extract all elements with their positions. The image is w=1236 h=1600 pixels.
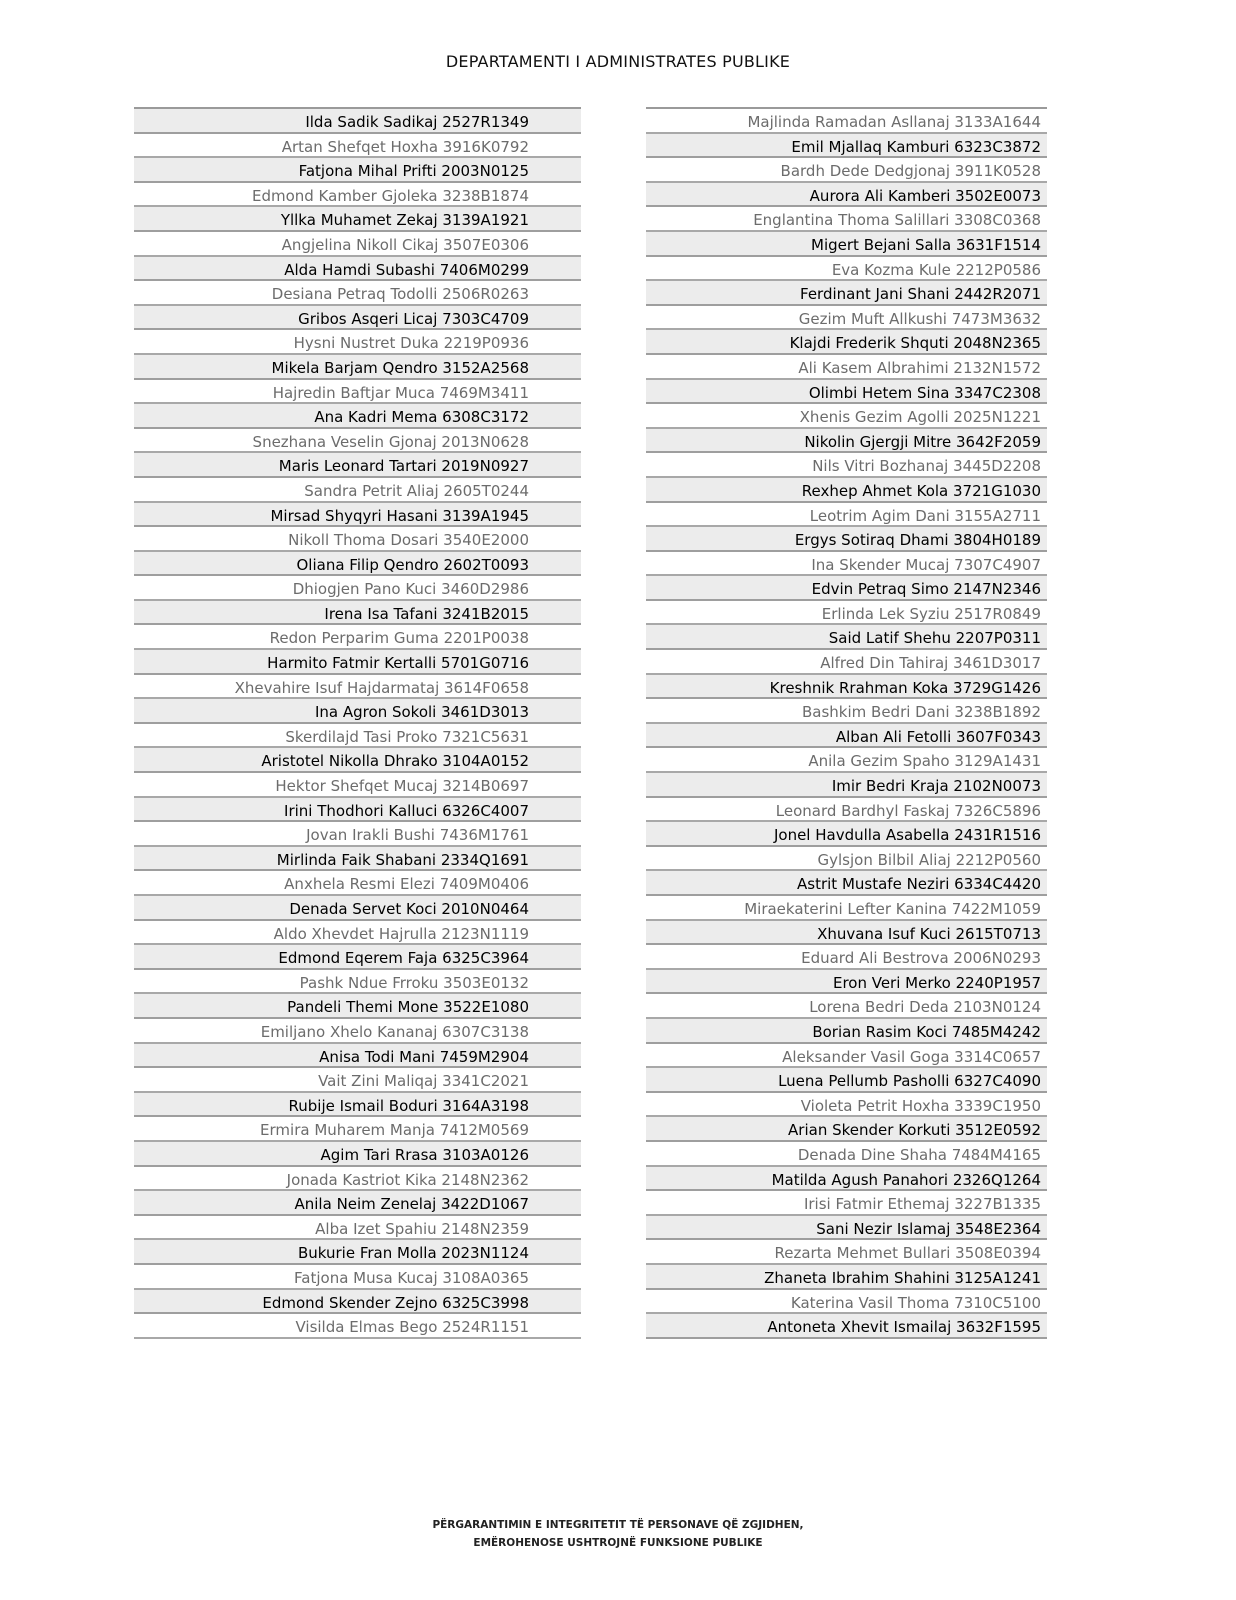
list-item: Eduard Ali Bestrova 2006N0293 (646, 945, 1047, 970)
list-item: Angjelina Nikoll Cikaj 3507E0306 (134, 232, 581, 257)
list-item: Mikela Barjam Qendro 3152A2568 (134, 355, 581, 380)
list-item: Edmond Kamber Gjoleka 3238B1874 (134, 183, 581, 208)
list-item: Mirlinda Faik Shabani 2334Q1691 (134, 847, 581, 872)
list-item: Alda Hamdi Subashi 7406M0299 (134, 257, 581, 282)
list-item: Borian Rasim Koci 7485M4242 (646, 1019, 1047, 1044)
list-item: Alban Ali Fetolli 3607F0343 (646, 724, 1047, 749)
list-item: Fatjona Musa Kucaj 3108A0365 (134, 1265, 581, 1290)
list-item: Yllka Muhamet Zekaj 3139A1921 (134, 207, 581, 232)
list-item: Alba Izet Spahiu 2148N2359 (134, 1216, 581, 1241)
list-item: Majlinda Ramadan Asllanaj 3133A1644 (646, 109, 1047, 134)
list-item: Edmond Eqerem Faja 6325C3964 (134, 945, 581, 970)
list-item: Eva Kozma Kule 2212P0586 (646, 257, 1047, 282)
list-item: Irena Isa Tafani 3241B2015 (134, 601, 581, 626)
list-item: Bukurie Fran Molla 2023N1124 (134, 1240, 581, 1265)
list-item: Miraekaterini Lefter Kanina 7422M1059 (646, 896, 1047, 921)
footer-line-1: PËRGARANTIMIN E INTEGRITETIT TË PERSONAVE QË ZGJIDHEN, (432, 1519, 804, 1531)
list-item: Bardh Dede Dedgjonaj 3911K0528 (646, 158, 1047, 183)
list-item: Emil Mjallaq Kamburi 6323C3872 (646, 134, 1047, 159)
list-item: Rubije Ismail Boduri 3164A3198 (134, 1093, 581, 1118)
list-item: Gribos Asqeri Licaj 7303C4709 (134, 306, 581, 331)
list-item: Erlinda Lek Syziu 2517R0849 (646, 601, 1047, 626)
list-item: Visilda Elmas Bego 2524R1151 (134, 1314, 581, 1339)
footer-line-2: EMËROHENOSE USHTROJNË FUNKSIONE PUBLIKE (473, 1537, 763, 1549)
list-item: Sani Nezir Islamaj 3548E2364 (646, 1216, 1047, 1241)
list-item: Nikoll Thoma Dosari 3540E2000 (134, 527, 581, 552)
list-item: Ilda Sadik Sadikaj 2527R1349 (134, 109, 581, 134)
list-item: Redon Perparim Guma 2201P0038 (134, 625, 581, 650)
list-item: Xhuvana Isuf Kuci 2615T0713 (646, 921, 1047, 946)
list-item: Desiana Petraq Todolli 2506R0263 (134, 281, 581, 306)
list-item: Eron Veri Merko 2240P1957 (646, 970, 1047, 995)
list-item: Vait Zini Maliqaj 3341C2021 (134, 1068, 581, 1093)
list-item: Rezarta Mehmet Bullari 3508E0394 (646, 1240, 1047, 1265)
list-item: Luena Pellumb Pasholli 6327C4090 (646, 1068, 1047, 1093)
left-name-list (134, 107, 581, 1339)
list-item: Olimbi Hetem Sina 3347C2308 (646, 380, 1047, 405)
list-item: Bashkim Bedri Dani 3238B1892 (646, 699, 1047, 724)
list-item: Jonada Kastriot Kika 2148N2362 (134, 1167, 581, 1192)
list-item: Migert Bejani Salla 3631F1514 (646, 232, 1047, 257)
list-item: Antoneta Xhevit Ismailaj 3632F1595 (646, 1314, 1047, 1339)
list-item: Jonel Havdulla Asabella 2431R1516 (646, 822, 1047, 847)
list-item: Pandeli Themi Mone 3522E1080 (134, 994, 581, 1019)
list-item: Violeta Petrit Hoxha 3339C1950 (646, 1093, 1047, 1118)
list-item: Irisi Fatmir Ethemaj 3227B1335 (646, 1191, 1047, 1216)
list-item: Anxhela Resmi Elezi 7409M0406 (134, 871, 581, 896)
list-item: Maris Leonard Tartari 2019N0927 (134, 453, 581, 478)
page-title: DEPARTAMENTI I ADMINISTRATES PUBLIKE (445, 52, 791, 71)
list-item: Fatjona Mihal Prifti 2003N0125 (134, 158, 581, 183)
list-item: Dhiogjen Pano Kuci 3460D2986 (134, 576, 581, 601)
list-item: Ergys Sotiraq Dhami 3804H0189 (646, 527, 1047, 552)
list-item: Aldo Xhevdet Hajrulla 2123N1119 (134, 921, 581, 946)
list-item: Hysni Nustret Duka 2219P0936 (134, 330, 581, 355)
list-item: Gylsjon Bilbil Aliaj 2212P0560 (646, 847, 1047, 872)
list-item: Emiljano Xhelo Kananaj 6307C3138 (134, 1019, 581, 1044)
list-item: Xhevahire Isuf Hajdarmataj 3614F0658 (134, 675, 581, 700)
list-item: Astrit Mustafe Neziri 6334C4420 (646, 871, 1047, 896)
list-item: Ina Agron Sokoli 3461D3013 (134, 699, 581, 724)
footer (0, 1516, 1236, 1552)
list-item: Mirsad Shyqyri Hasani 3139A1945 (134, 503, 581, 528)
list-item: Edvin Petraq Simo 2147N2346 (646, 576, 1047, 601)
list-item: Aristotel Nikolla Dhrako 3104A0152 (134, 748, 581, 773)
list-item: Lorena Bedri Deda 2103N0124 (646, 994, 1047, 1019)
list-item: Nils Vitri Bozhanaj 3445D2208 (646, 453, 1047, 478)
list-item: Ermira Muharem Manja 7412M0569 (134, 1117, 581, 1142)
list-item: Ferdinant Jani Shani 2442R2071 (646, 281, 1047, 306)
list-item: Irini Thodhori Kalluci 6326C4007 (134, 798, 581, 823)
list-item: Kreshnik Rrahman Koka 3729G1426 (646, 675, 1047, 700)
list-item: Aurora Ali Kamberi 3502E0073 (646, 183, 1047, 208)
list-item: Imir Bedri Kraja 2102N0073 (646, 773, 1047, 798)
list-item: Jovan Irakli Bushi 7436M1761 (134, 822, 581, 847)
list-item: Snezhana Veselin Gjonaj 2013N0628 (134, 429, 581, 454)
list-item: Nikolin Gjergji Mitre 3642F2059 (646, 429, 1047, 454)
list-item: Denada Servet Koci 2010N0464 (134, 896, 581, 921)
list-item: Ana Kadri Mema 6308C3172 (134, 404, 581, 429)
list-item: Anisa Todi Mani 7459M2904 (134, 1044, 581, 1069)
list-item: Anila Neim Zenelaj 3422D1067 (134, 1191, 581, 1216)
list-item: Skerdilajd Tasi Proko 7321C5631 (134, 724, 581, 749)
list-item: Artan Shefqet Hoxha 3916K0792 (134, 134, 581, 159)
list-item: Xhenis Gezim Agolli 2025N1221 (646, 404, 1047, 429)
list-item: Anila Gezim Spaho 3129A1431 (646, 748, 1047, 773)
list-item: Ali Kasem Albrahimi 2132N1572 (646, 355, 1047, 380)
list-item: Pashk Ndue Frroku 3503E0132 (134, 970, 581, 995)
list-item: Matilda Agush Panahori 2326Q1264 (646, 1167, 1047, 1192)
list-item: Rexhep Ahmet Kola 3721G1030 (646, 478, 1047, 503)
list-item: Klajdi Frederik Shquti 2048N2365 (646, 330, 1047, 355)
list-item: Leonard Bardhyl Faskaj 7326C5896 (646, 798, 1047, 823)
list-item: Said Latif Shehu 2207P0311 (646, 625, 1047, 650)
list-item: Edmond Skender Zejno 6325C3998 (134, 1290, 581, 1315)
list-item: Zhaneta Ibrahim Shahini 3125A1241 (646, 1265, 1047, 1290)
list-item: Hektor Shefqet Mucaj 3214B0697 (134, 773, 581, 798)
list-item: Ina Skender Mucaj 7307C4907 (646, 552, 1047, 577)
list-item: Englantina Thoma Salillari 3308C0368 (646, 207, 1047, 232)
list-item: Harmito Fatmir Kertalli 5701G0716 (134, 650, 581, 675)
right-name-list (646, 107, 1047, 1339)
list-item: Sandra Petrit Aliaj 2605T0244 (134, 478, 581, 503)
list-item: Hajredin Baftjar Muca 7469M3411 (134, 380, 581, 405)
list-item: Leotrim Agim Dani 3155A2711 (646, 503, 1047, 528)
list-item: Alfred Din Tahiraj 3461D3017 (646, 650, 1047, 675)
list-item: Arian Skender Korkuti 3512E0592 (646, 1117, 1047, 1142)
list-item: Agim Tari Rrasa 3103A0126 (134, 1142, 581, 1167)
list-item: Oliana Filip Qendro 2602T0093 (134, 552, 581, 577)
list-item: Aleksander Vasil Goga 3314C0657 (646, 1044, 1047, 1069)
list-item: Gezim Muft Allkushi 7473M3632 (646, 306, 1047, 331)
list-item: Denada Dine Shaha 7484M4165 (646, 1142, 1047, 1167)
list-item: Katerina Vasil Thoma 7310C5100 (646, 1290, 1047, 1315)
